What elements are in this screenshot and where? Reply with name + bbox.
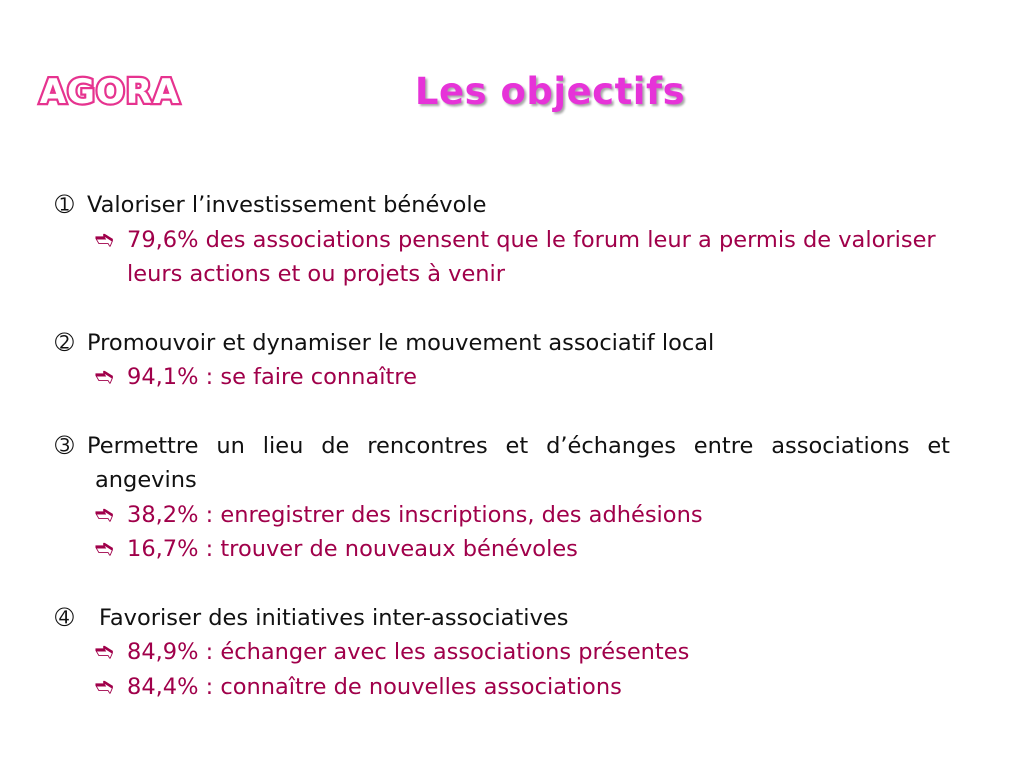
objective-heading (55, 601, 950, 636)
objective-heading (55, 188, 950, 223)
circled-number-4-icon: ➃ (55, 604, 74, 631)
objective-stat (55, 635, 950, 670)
objective-section-1 (55, 188, 950, 292)
objective-section-2 (55, 326, 950, 395)
stat-text: 94,1% : se faire connaître (127, 364, 417, 390)
logo-text: AGORA (39, 72, 181, 112)
objectives-list (55, 188, 950, 704)
objective-heading (55, 326, 950, 361)
agora-logo-graphic (30, 70, 190, 112)
objective-heading (55, 429, 950, 498)
objective-text: Permettre un lieu de rencontres et d’échanges entre associations et angevins (87, 432, 950, 493)
arrow-icon: ➬ (95, 226, 114, 253)
objective-stat (55, 223, 950, 292)
stat-text: 84,9% : échanger avec les associations présentes (127, 639, 690, 665)
objective-section-3 (55, 429, 950, 567)
arrow-icon: ➬ (95, 364, 114, 390)
objective-text: Favoriser des initiatives inter-associatives (99, 604, 569, 631)
objective-stat (55, 360, 950, 395)
arrow-icon: ➬ (95, 639, 114, 665)
arrow-icon: ➬ (95, 536, 114, 562)
objective-stat (55, 670, 950, 705)
objective-section-4 (55, 601, 950, 705)
objective-text: Promouvoir et dynamiser le mouvement associatif local (87, 329, 715, 356)
stat-text: 16,7% : trouver de nouveaux bénévoles (127, 536, 578, 562)
circled-number-1-icon: ➀ (55, 192, 74, 218)
page-title: Les objectifs (414, 70, 686, 113)
objective-stat (55, 532, 950, 567)
objective-stat (55, 498, 950, 533)
arrow-icon: ➬ (95, 501, 114, 528)
stat-text: 38,2% : enregistrer des inscriptions, des adhésions (127, 501, 703, 528)
objective-text: Valoriser l’investissement bénévole (87, 192, 487, 218)
circled-number-3-icon: ➂ (55, 432, 74, 459)
stat-text: 79,6% des associations pensent que le forum leur a permis de valoriser leurs actions et ou projets à venir (127, 226, 936, 287)
stat-text: 84,4% : connaître de nouvelles associations (127, 673, 622, 700)
circled-number-2-icon: ➁ (55, 329, 74, 356)
agora-logo (30, 70, 190, 112)
arrow-icon: ➬ (95, 673, 114, 700)
